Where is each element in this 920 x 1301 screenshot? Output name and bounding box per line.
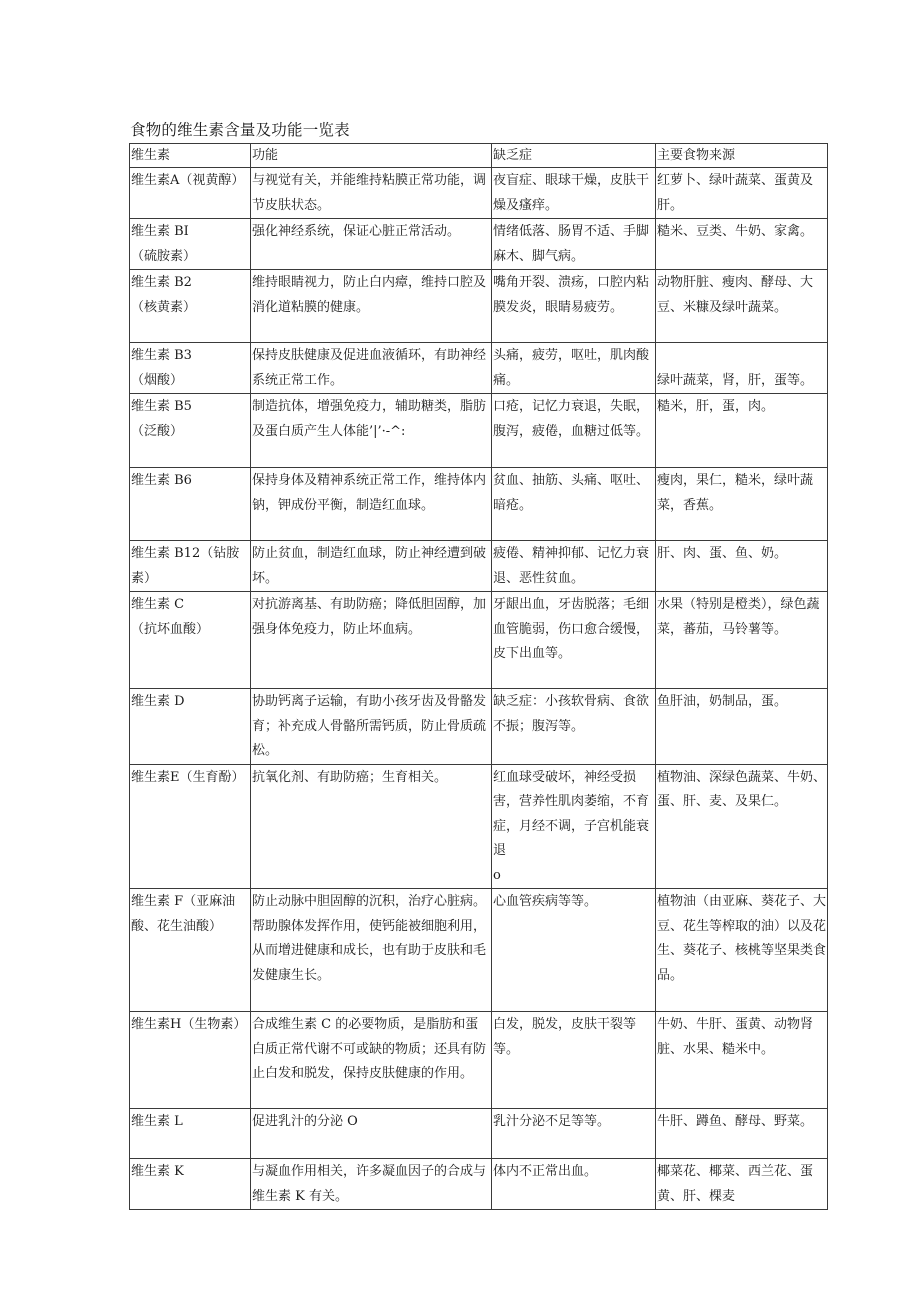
deficiency-cell: 疲倦、精神抑郁、记忆力衰退、恶性贫血。 bbox=[492, 541, 656, 592]
header-function: 功能 bbox=[251, 144, 492, 168]
food-source-cell: 椰菜花、椰菜、西兰花、蛋黄、肝、棵麦 bbox=[656, 1159, 828, 1210]
vitamin-cell: 维生素 F（亚麻油酸、花生油酸） bbox=[130, 889, 251, 1012]
table-row bbox=[130, 219, 828, 270]
deficiency-cell: 体内不正常出血。 bbox=[492, 1159, 656, 1210]
function-cell: 防止贫血，制造红血球，防止神经遭到破坏。 bbox=[251, 541, 492, 592]
function-cell: 对抗游离基、有助防癌；降低胆固醇，加强身体免疫力，防止坏血病。 bbox=[251, 592, 492, 689]
deficiency-cell: 缺乏症：小孩软骨病、食欲不振；腹泻等。 bbox=[492, 689, 656, 765]
deficiency-cell: 口疮，记忆力衰退，失眠，腹泻，疲倦，血糖过低等。 bbox=[492, 394, 656, 468]
food-source-cell: 水果（特别是橙类），绿色蔬菜，蕃茄，马铃薯等。 bbox=[656, 592, 828, 689]
function-cell: 保持身体及精神系统正常工作，维持体内钠，钾成份平衡，制造红血球。 bbox=[251, 468, 492, 541]
food-source-cell: 牛肝、蹲鱼、酵母、野菜。 bbox=[656, 1109, 828, 1159]
vitamin-cell: 维生素 B2 （核黄素） bbox=[130, 270, 251, 343]
function-cell: 合成维生素 C 的必要物质，是脂肪和蛋白质正常代谢不可或缺的物质；还具有防止白发和脱发，保持皮肤健康的作用。 bbox=[251, 1012, 492, 1109]
table-row bbox=[130, 270, 828, 343]
food-source-cell: 牛奶、牛肝、蛋黄、动物肾脏、水果、糙米中。 bbox=[656, 1012, 828, 1109]
food-source-cell: 植物油（由亚麻、葵花子、大豆、花生等榨取的油）以及花生、葵花子、核桃等坚果类食品。 bbox=[656, 889, 828, 1012]
vitamin-cell: 维生素 C （抗坏血酸） bbox=[130, 592, 251, 689]
deficiency-cell: 嘴角开裂、溃疡，口腔内粘膜发炎，眼睛易疲劳。 bbox=[492, 270, 656, 343]
table-row bbox=[130, 1109, 828, 1159]
function-cell: 保持皮肤健康及促进血液循环，有助神经系统正常工作。 bbox=[251, 343, 492, 394]
function-cell: 促进乳汁的分泌 O bbox=[251, 1109, 492, 1159]
function-cell: 与视觉有关，并能维持粘膜正常功能，调节皮肤状态。 bbox=[251, 168, 492, 219]
deficiency-cell: 头痛，疲劳，呕吐，肌肉酸痛。 bbox=[492, 343, 656, 394]
deficiency-cell: 心血管疾病等等。 bbox=[492, 889, 656, 1012]
header-food-source: 主要食物来源 bbox=[656, 144, 828, 168]
vitamin-table bbox=[129, 143, 828, 1210]
table-row bbox=[130, 1159, 828, 1210]
food-source-cell: 动物肝脏、瘦肉、酵母、大豆、米糠及绿叶蔬菜。 bbox=[656, 270, 828, 343]
header-vitamin: 维生素 bbox=[130, 144, 251, 168]
function-cell: 与凝血作用相关，许多凝血因子的合成与维生素 K 有关。 bbox=[251, 1159, 492, 1210]
vitamin-cell: 维生素 L bbox=[130, 1109, 251, 1159]
function-cell: 维持眼睛视力，防止白内瘴，维持口腔及消化道粘膜的健康。 bbox=[251, 270, 492, 343]
table-header-row bbox=[130, 144, 828, 168]
food-source-cell: 糙米，肝，蛋，肉。 bbox=[656, 394, 828, 468]
page-title: 食物的维生素含量及功能一览表 bbox=[130, 121, 350, 139]
food-source-cell: 瘦肉，果仁，糙米，绿叶蔬菜，香蕉。 bbox=[656, 468, 828, 541]
table-row bbox=[130, 343, 828, 394]
deficiency-cell: 白发，脱发，皮肤干裂等等。 bbox=[492, 1012, 656, 1109]
food-source-cell: 肝、肉、蛋、鱼、奶。 bbox=[656, 541, 828, 592]
table-row bbox=[130, 168, 828, 219]
deficiency-cell: 红血球受破坏，神经受损害，营养性肌肉萎缩，不育症，月经不调，子宫机能衰退 o bbox=[492, 764, 656, 889]
table-row bbox=[130, 468, 828, 541]
food-source-cell: 植物油、深绿色蔬菜、牛奶、蛋、肝、麦、及果仁。 bbox=[656, 764, 828, 889]
function-cell: 制造抗体，增强免疫力，辅助糖类，脂肪及蛋白质产生人体能’|’·-^: bbox=[251, 394, 492, 468]
table-row bbox=[130, 689, 828, 765]
vitamin-cell: 维生素 B12（钻胺素） bbox=[130, 541, 251, 592]
header-deficiency: 缺乏症 bbox=[492, 144, 656, 168]
function-cell: 防止动脉中胆固醇的沉积，治疗心脏病。帮助腺体发挥作用，使钙能被细胞利用，从而增进健康和成长，也有助于皮肤和毛发健康生长。 bbox=[251, 889, 492, 1012]
deficiency-cell: 夜盲症、眼球干燥，皮肤干燥及瘙痒。 bbox=[492, 168, 656, 219]
vitamin-cell: 维生素 B5 （泛酸） bbox=[130, 394, 251, 468]
food-source-cell: 绿叶蔬菜，肾，肝，蛋等。 bbox=[656, 343, 828, 394]
vitamin-cell: 维生素A（视黄醇） bbox=[130, 168, 251, 219]
food-source-cell: 糙米、豆类、牛奶、家禽。 bbox=[656, 219, 828, 270]
deficiency-cell: 贫血、抽筋、头痛、呕吐、暗疮。 bbox=[492, 468, 656, 541]
vitamin-cell: 维生素 D bbox=[130, 689, 251, 765]
table-row bbox=[130, 541, 828, 592]
table-row bbox=[130, 889, 828, 1012]
table-row bbox=[130, 1012, 828, 1109]
deficiency-cell: 情绪低落、肠胃不适、手脚麻木、脚气病。 bbox=[492, 219, 656, 270]
table-row bbox=[130, 394, 828, 468]
food-source-cell: 鱼肝油，奶制品，蛋。 bbox=[656, 689, 828, 765]
table-row bbox=[130, 592, 828, 689]
food-source-cell: 红萝卜、绿叶蔬菜、蛋黄及肝。 bbox=[656, 168, 828, 219]
vitamin-cell: 维生素 K bbox=[130, 1159, 251, 1210]
vitamin-cell: 维生素 BI （硫胺素） bbox=[130, 219, 251, 270]
table-row bbox=[130, 764, 828, 889]
vitamin-cell: 维生素 B3 （烟酸） bbox=[130, 343, 251, 394]
vitamin-cell: 维生素H（生物素） bbox=[130, 1012, 251, 1109]
vitamin-cell: 维生素 B6 bbox=[130, 468, 251, 541]
function-cell: 抗氧化剂、有助防癌；生育相关。 bbox=[251, 764, 492, 889]
function-cell: 协助钙离子运输，有助小孩牙齿及骨骼发育；补充成人骨骼所需钙质，防止骨质疏松。 bbox=[251, 689, 492, 765]
vitamin-cell: 维生素E（生育酚） bbox=[130, 764, 251, 889]
function-cell: 强化神经系统，保证心脏正常活动。 bbox=[251, 219, 492, 270]
deficiency-cell: 乳汁分泌不足等等。 bbox=[492, 1109, 656, 1159]
deficiency-cell: 牙龈出血，牙齿脱落；毛细血管脆弱，伤口愈合缓慢，皮下出血等。 bbox=[492, 592, 656, 689]
